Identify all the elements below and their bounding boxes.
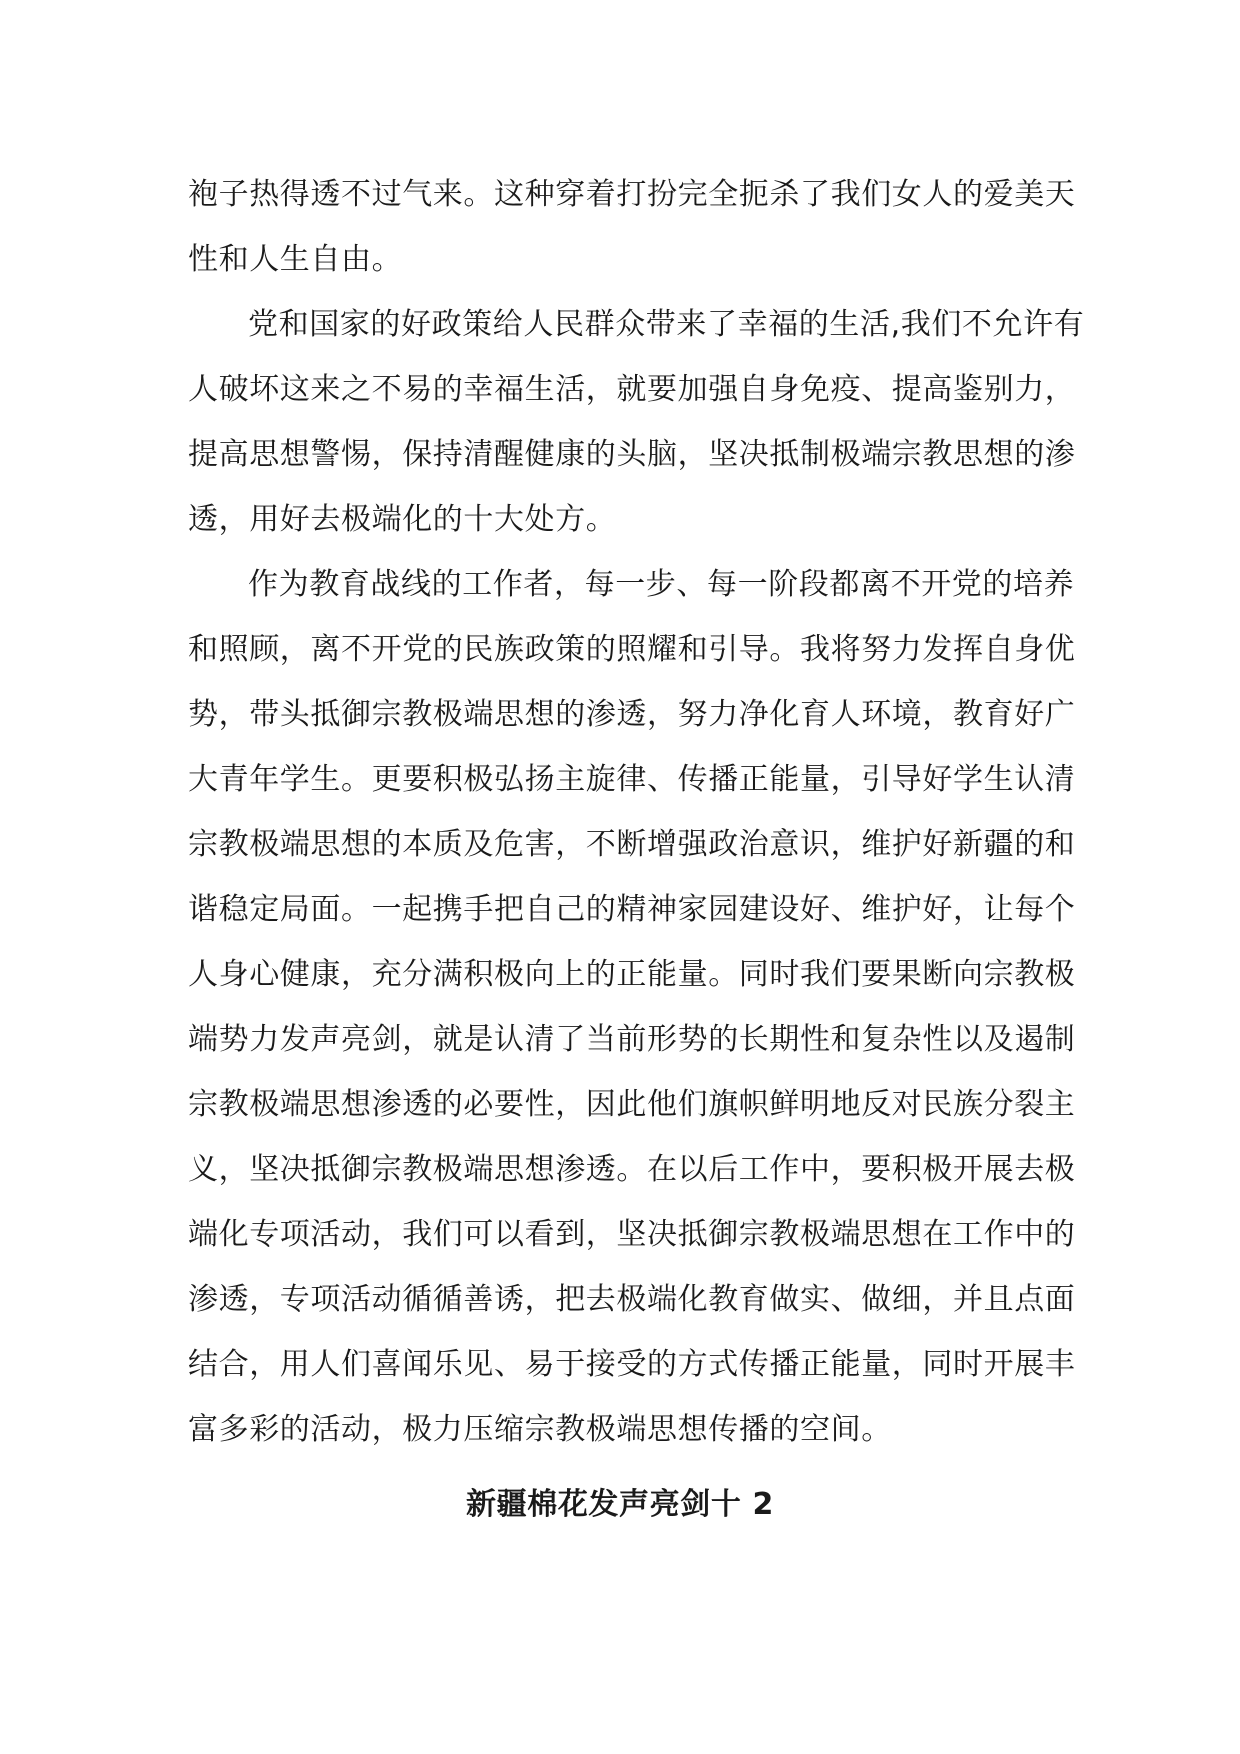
paragraph-line: 作为教育战线的工作者，每一步、每一阶段都离不开党的培养 <box>248 567 1075 602</box>
paragraph-line: 渗透，专项活动循循善诱，把去极端化教育做实、做细，并且点面 <box>188 1282 1076 1317</box>
paragraph-line: 宗教极端思想的本质及危害，不断增强政治意识，维护好新疆的和 <box>188 827 1076 862</box>
paragraph-line: 提高思想警惕，保持清醒健康的头脑，坚决抵制极端宗教思想的渗 <box>188 437 1076 472</box>
paragraph-line: 义，坚决抵御宗教极端思想渗透。在以后工作中，要积极开展去极 <box>188 1152 1076 1187</box>
paragraph-line: 大青年学生。更要积极弘扬主旋律、传播正能量，引导好学生认清 <box>188 762 1076 797</box>
paragraph-line: 性和人生自由。 <box>188 242 403 277</box>
paragraph-line: 和照顾，离不开党的民族政策的照耀和引导。我将努力发挥自身优 <box>188 632 1076 667</box>
paragraph-line: 党和国家的好政策给人民群众带来了幸福的生活,我们不允许有 <box>248 307 1085 342</box>
paragraph-3 <box>188 552 1076 1462</box>
paragraph-line: 富多彩的活动，极力压缩宗教极端思想传播的空间。 <box>188 1412 892 1447</box>
paragraph-line: 势，带头抵御宗教极端思想的渗透，努力净化育人环境，教育好广 <box>188 697 1076 732</box>
paragraph-line: 透，用好去极端化的十大处方。 <box>188 502 617 537</box>
document-body <box>188 162 1085 1462</box>
paragraph-line: 袍子热得透不过气来。这种穿着打扮完全扼杀了我们女人的爱美天 <box>188 177 1076 212</box>
paragraph-line: 结合，用人们喜闻乐见、易于接受的方式传播正能量，同时开展丰 <box>188 1347 1076 1382</box>
section-heading: 新疆棉花发声亮剑十 2 <box>466 1487 774 1522</box>
paragraph-line: 人破坏这来之不易的幸福生活，就要加强自身免疫、提高鉴别力， <box>188 372 1076 407</box>
paragraph-line: 人身心健康，充分满积极向上的正能量。同时我们要果断向宗教极 <box>188 957 1076 992</box>
paragraph-line: 端势力发声亮剑，就是认清了当前形势的长期性和复杂性以及遏制 <box>188 1022 1076 1057</box>
paragraph-line: 宗教极端思想渗透的必要性，因此他们旗帜鲜明地反对民族分裂主 <box>188 1087 1076 1122</box>
paragraph-1 <box>188 162 1076 292</box>
paragraph-line: 谐稳定局面。一起携手把自己的精神家园建设好、维护好，让每个 <box>188 892 1076 927</box>
paragraph-2 <box>188 292 1085 552</box>
paragraph-line: 端化专项活动，我们可以看到，坚决抵御宗教极端思想在工作中的 <box>188 1217 1076 1252</box>
